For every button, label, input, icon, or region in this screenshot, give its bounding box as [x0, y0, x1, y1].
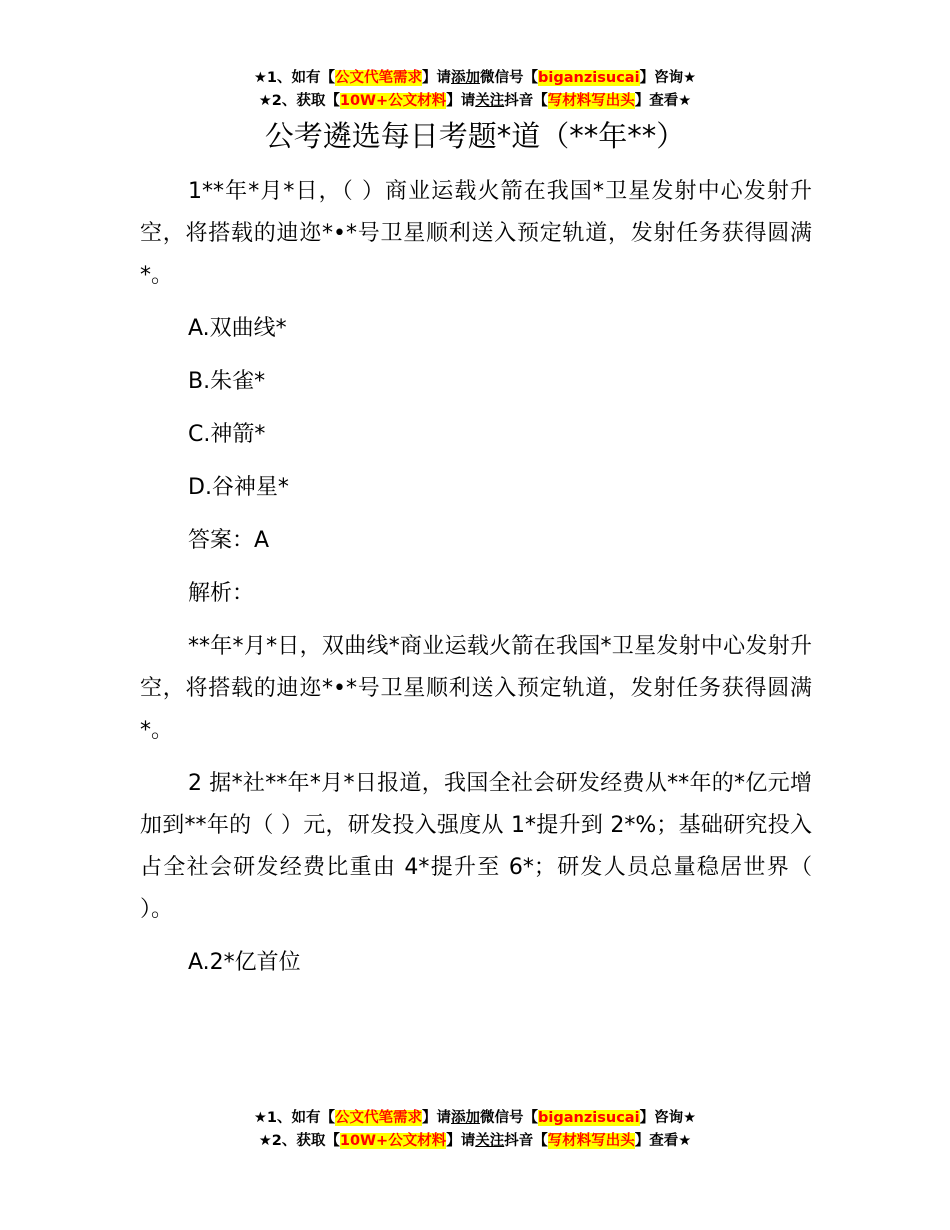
page-title: 公考遴选每日考题*道（**年**） [264, 119, 686, 153]
underlined: 添加 [451, 70, 481, 86]
text: ★2、获取【 [258, 1133, 340, 1149]
text: ★1、如有【 [253, 1110, 336, 1126]
paragraph: A.双曲线* [188, 316, 287, 341]
header-line-2 [0, 90, 950, 113]
paragraph: D.谷神星* [188, 475, 289, 500]
text: 微信号【 [480, 1110, 539, 1126]
footer-banner [0, 1107, 950, 1153]
paragraph: C.神箭* [188, 422, 266, 447]
paragraph: 答案：A [188, 528, 270, 553]
highlight: 公文代笔需求 [335, 70, 423, 86]
highlight: 10W+公文材料 [339, 1133, 447, 1149]
paragraph: 2 据*社**年*月*日报道，我国全社会研发经费从**年的*亿元增加到**年的（ ）元，研发投入强度从 1*提升到 2*%；基础研究投入占全社会研发经费比重由 4*提升至 6*；研发人员总量稳居世界（ ）。 [140, 771, 812, 922]
text: 】查看★ [634, 93, 692, 109]
text: 抖音【 [504, 1133, 548, 1149]
underlined: 关注 [475, 1133, 505, 1149]
text: 微信号【 [480, 70, 539, 86]
paragraph: 解析： [188, 581, 255, 606]
underlined: 关注 [475, 93, 505, 109]
text: 抖音【 [504, 93, 548, 109]
text: 】请 [422, 70, 452, 86]
highlight: biganzisucai [538, 70, 640, 86]
highlight: biganzisucai [538, 1110, 640, 1126]
footer-line-1 [0, 1107, 950, 1130]
header-line-1 [0, 67, 950, 90]
paragraph: B.朱雀* [188, 369, 266, 394]
underlined: 添加 [451, 1110, 481, 1126]
text: 】咨询★ [639, 70, 697, 86]
text: 】请 [446, 1133, 476, 1149]
text: 】咨询★ [639, 1110, 697, 1126]
text: ★2、获取【 [258, 93, 340, 109]
paragraph: A.2*亿首位 [188, 950, 301, 975]
text: 】请 [422, 1110, 452, 1126]
text: ★1、如有【 [253, 70, 336, 86]
highlight: 公文代笔需求 [335, 1110, 423, 1126]
highlight: 写材料写出头 [547, 93, 635, 109]
highlight: 10W+公文材料 [339, 93, 447, 109]
highlight: 写材料写出头 [547, 1133, 635, 1149]
text: 】查看★ [634, 1133, 692, 1149]
document-body [140, 171, 812, 995]
text: 】请 [446, 93, 476, 109]
paragraph: 1**年*月*日，（ ）商业运载火箭在我国*卫星发射中心发射升空，将搭载的迪迩*•*号卫星顺利送入预定轨道，发射任务获得圆满*。 [140, 179, 812, 288]
footer-line-2 [0, 1130, 950, 1153]
paragraph: **年*月*日，双曲线*商业运载火箭在我国*卫星发射中心发射升空，将搭载的迪迩*•*号卫星顺利送入预定轨道，发射任务获得圆满*。 [140, 634, 812, 743]
header-banner [0, 67, 950, 113]
